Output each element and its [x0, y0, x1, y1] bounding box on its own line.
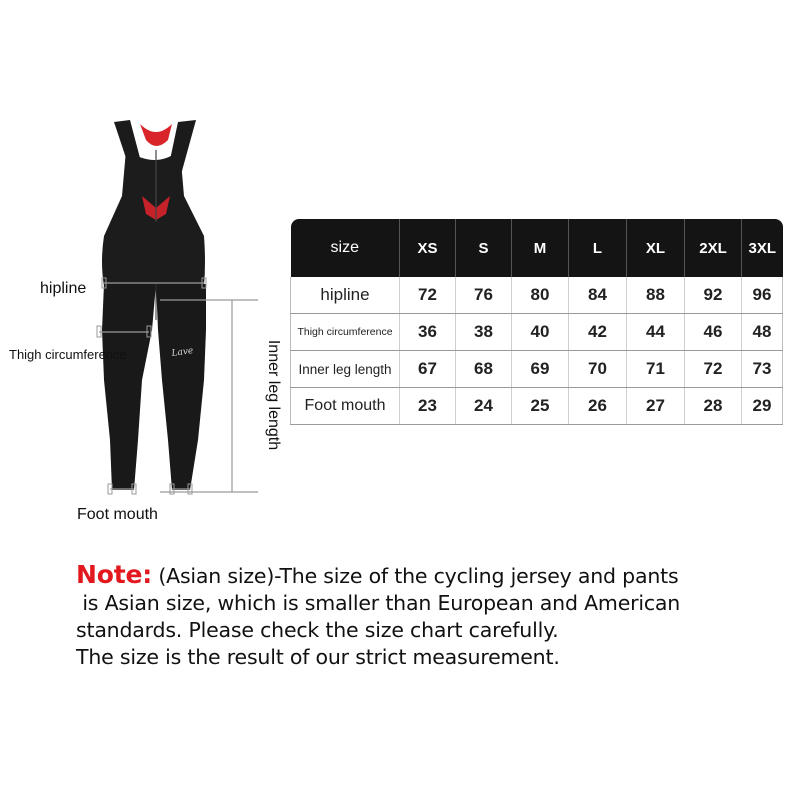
- table-cell: 26: [569, 388, 627, 425]
- table-cell: 27: [627, 388, 685, 425]
- table-cell: 46: [685, 314, 742, 351]
- note-line-3: standards. Please check the size chart carefully.: [76, 618, 559, 642]
- size-chart-table: [290, 219, 783, 425]
- table-cell: 68: [456, 351, 512, 388]
- table-row: [291, 351, 783, 388]
- header-3xl: 3XL: [742, 219, 783, 277]
- table-cell: 29: [742, 388, 783, 425]
- table-cell: 70: [569, 351, 627, 388]
- table-cell: 72: [685, 351, 742, 388]
- table-cell: 92: [685, 277, 742, 314]
- note-heading: Note:: [76, 560, 153, 589]
- row-label-foot-mouth: Foot mouth: [291, 388, 400, 425]
- table-cell: 38: [456, 314, 512, 351]
- header-xl: XL: [627, 219, 685, 277]
- header-size: size: [291, 219, 400, 277]
- table-cell: 80: [512, 277, 569, 314]
- row-label-hipline: hipline: [291, 277, 400, 314]
- table-cell: 42: [569, 314, 627, 351]
- table-cell: 73: [742, 351, 783, 388]
- size-note: [76, 561, 786, 671]
- header-xs: XS: [400, 219, 456, 277]
- foot-mouth-label: Foot mouth: [77, 506, 158, 523]
- brand-script: Lave: [171, 346, 194, 359]
- row-label-thigh: Thigh circumference: [291, 314, 400, 351]
- table-row: [291, 314, 783, 351]
- table-cell: 28: [685, 388, 742, 425]
- row-label-inner-leg: Inner leg length: [291, 351, 400, 388]
- red-collar-icon: [140, 124, 172, 146]
- table-row: [291, 388, 783, 425]
- header-m: M: [512, 219, 569, 277]
- header-s: S: [456, 219, 512, 277]
- table-cell: 44: [627, 314, 685, 351]
- table-cell: 71: [627, 351, 685, 388]
- table-cell: 67: [400, 351, 456, 388]
- table-cell: 69: [512, 351, 569, 388]
- inner-leg-length-label: Inner leg length: [265, 339, 282, 451]
- left-leg: [102, 284, 156, 490]
- table-cell: 48: [742, 314, 783, 351]
- table-cell: 36: [400, 314, 456, 351]
- table-cell: 25: [512, 388, 569, 425]
- table-cell: 84: [569, 277, 627, 314]
- header-l: L: [569, 219, 627, 277]
- table-row: [291, 277, 783, 314]
- note-line-2: is Asian size, which is smaller than European and American: [76, 591, 681, 615]
- table-cell: 23: [400, 388, 456, 425]
- table-header-row: [291, 219, 783, 277]
- right-leg: [156, 284, 206, 490]
- header-2xl: 2XL: [685, 219, 742, 277]
- table-cell: 40: [512, 314, 569, 351]
- table-cell: 88: [627, 277, 685, 314]
- table-cell: 96: [742, 277, 783, 314]
- note-line-1: [76, 561, 786, 590]
- table-cell: 72: [400, 277, 456, 314]
- table-cell: 24: [456, 388, 512, 425]
- table-cell: 76: [456, 277, 512, 314]
- note-text-1: (Asian size)-The size of the cycling jersey and pants: [152, 564, 679, 588]
- hipline-label: hipline: [40, 280, 87, 297]
- thigh-circumference-label: Thigh circumference: [9, 347, 127, 362]
- note-line-4: The size is the result of our strict measurement.: [76, 645, 560, 669]
